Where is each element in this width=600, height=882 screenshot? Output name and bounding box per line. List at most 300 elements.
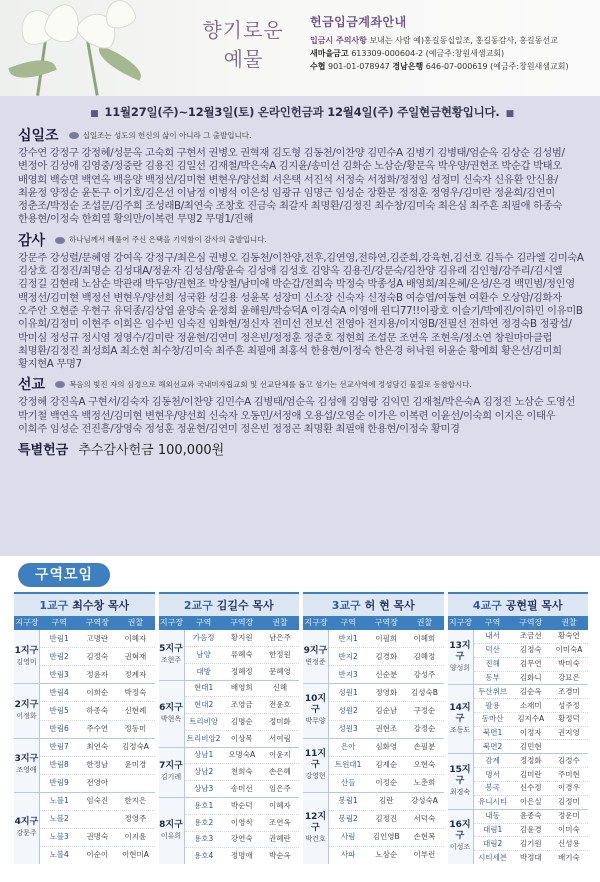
column-header: 구역 <box>51 618 67 627</box>
district-column <box>303 592 444 864</box>
table-row <box>329 630 444 648</box>
table-row <box>329 684 444 702</box>
table-row <box>474 740 589 753</box>
cell-area: 반림8 <box>49 760 69 770</box>
group-name: 11지구 <box>304 748 327 770</box>
cell-leader: 김무연 <box>519 659 542 669</box>
table-row <box>474 837 589 851</box>
group-name: 16지구 <box>449 820 471 842</box>
cell-leader: 조영금 <box>230 700 253 710</box>
cell-deacon: 한지은 <box>124 796 147 806</box>
cell-deacon: 김성숙B <box>410 687 438 697</box>
column-header: 지구장 <box>304 618 328 627</box>
table-row <box>40 811 155 829</box>
group-label <box>303 684 329 737</box>
cell-area: 대방 <box>196 666 211 676</box>
group-label <box>14 739 40 792</box>
group-leader: 양성희 <box>449 663 471 672</box>
bank-info-line2: 새마을금고 613309-000604-2 (예금주:창원새샘교회) <box>310 49 505 58</box>
cell-area: 반림7 <box>49 742 69 752</box>
cell-area: 동부 <box>485 672 500 682</box>
column-header: 권찰 <box>127 618 144 627</box>
cell-leader: 김정숙 <box>519 645 542 655</box>
district-group <box>448 810 589 864</box>
special-offering-title: 특별헌금 <box>18 443 69 459</box>
district-group <box>448 754 589 809</box>
district-group <box>303 684 444 738</box>
cell-leader: 최연숙 <box>86 742 109 752</box>
cell-area: 반림3 <box>49 669 69 679</box>
column-header: 구역 <box>484 618 501 627</box>
cell-leader: 오명숙A <box>228 750 256 760</box>
district-group <box>159 630 300 681</box>
table-row <box>185 832 300 849</box>
cell-area: 대림1 <box>482 824 503 834</box>
column-header: 구역장 <box>230 618 254 627</box>
cell-area: 은아 <box>340 742 356 752</box>
group-label <box>159 681 185 747</box>
group-name: 13지구 <box>449 640 471 662</box>
cell-area: 진해 <box>485 659 500 669</box>
cell-leader: 박순덕 <box>230 800 253 810</box>
cell-leader: 황지원 <box>230 632 253 642</box>
cell-area: 상남3 <box>193 784 214 794</box>
district-group <box>448 685 589 754</box>
cell-deacon: 권혁재 <box>124 651 147 661</box>
cell-deacon: 이혜자 <box>124 633 147 643</box>
cell-deacon: 구정순 <box>413 705 436 715</box>
cell-leader: 전영아 <box>86 778 109 788</box>
bank-info-title: 헌금입금계좌안내 <box>310 15 407 29</box>
cell-deacon: 박정숙 <box>124 687 147 697</box>
district-column-headers <box>303 616 444 630</box>
square-bullet-icon: ■ <box>505 109 514 119</box>
column-header: 구역장 <box>519 618 543 627</box>
cell-leader: 김민현 <box>519 741 542 751</box>
district-name: 2교구 <box>183 599 213 612</box>
district-group <box>159 798 300 864</box>
cell-area: 노블2 <box>49 814 69 824</box>
district-header <box>448 592 589 616</box>
table-row <box>329 739 444 757</box>
cell-deacon: 정계자 <box>124 669 147 679</box>
cell-deacon: 정영주 <box>124 814 147 824</box>
district-group <box>14 630 155 684</box>
cell-deacon: 이지윤 <box>124 832 147 842</box>
cell-leader: 김지수A <box>517 714 545 724</box>
cell-deacon: 배기숙 <box>558 852 580 862</box>
district-group <box>159 748 300 799</box>
group-leader: 최경숙 <box>449 787 471 796</box>
group-name: 15지구 <box>449 764 471 786</box>
column-header: 지구장 <box>159 618 184 627</box>
district-name: 4교구 <box>472 599 502 612</box>
table-row <box>474 672 589 685</box>
tithe-names: 강수연 강정구 강정혜/성문옥 고숙희 구현서 권병오 권혁재 김도형 김동천/이찬양 김민수A 김병기 김병태/엄순옥 김상순 김성범/변정아 김성애 김영중/정중란 김용진 김일선 김재철/박은숙A 김지윤/송미선 김화순 노삼순/황문옥 박우양/권현조 박순갑 박태오 배영희 백승면 백연옥 백응양 백정선/김미현 변현우/양선희 서은택 서진석 서정숙 서정화/정정임 성정미 신숙자 신유환 안신용/최윤정 양정순 윤돈구 이기호/김은선 이남정 이병석 이은성 임광규 임명근 임성순 장환문 정정훈 정영우/김미란 정윤희/김연미 정춘조/박정순 조섭문/김주희 조성래B/최연숙 조창호 진금숙 최갈자 최명환/김정진 최수창/김미숙 최은심 최주흔 최필애 하종숙 한용현/이정숙 한희열 황의만/이복련 무명2 무명1/진해 <box>18 147 565 226</box>
table-row <box>185 630 300 647</box>
cell-leader: 소재미 <box>519 700 542 710</box>
cell-deacon: 강묘은 <box>558 672 580 682</box>
cell-leader: 김순남 <box>375 705 398 715</box>
cell-leader: 김명순 <box>230 716 253 726</box>
cell-deacon: 오현숙 <box>413 760 436 770</box>
group-leader: 강문주 <box>16 829 37 838</box>
square-bullet-icon: ■ <box>90 109 99 119</box>
cell-area: 북면1 <box>482 728 503 738</box>
mission-header <box>18 374 586 394</box>
group-leader: 변정준 <box>305 657 326 666</box>
cell-deacon: 윤미경 <box>124 760 147 770</box>
cell-leader: 김제순 <box>375 760 398 770</box>
cell-area: 산들 <box>340 778 356 788</box>
group-label <box>303 739 329 792</box>
district-group <box>14 739 155 793</box>
cell-leader: 배영희 <box>230 683 253 693</box>
cell-leader: 정혜정 <box>230 666 253 676</box>
cell-leader: 이상목 <box>230 733 253 743</box>
cell-leader: 류혜숙 <box>230 649 253 659</box>
cell-leader: 이정자 <box>519 728 542 738</box>
group-leader: 조현주 <box>160 655 182 664</box>
table-row <box>185 681 300 698</box>
cell-deacon: 주미현 <box>558 769 580 779</box>
cell-deacon: 신성용 <box>558 838 580 848</box>
thanks-title: 감사 <box>18 232 46 249</box>
cell-leader: 천희숙 <box>230 767 253 777</box>
tithe-header <box>18 125 586 145</box>
table-row <box>185 764 300 781</box>
table-row <box>40 630 155 648</box>
table-row <box>40 739 155 757</box>
cell-area: 북면2 <box>482 741 503 751</box>
cell-area: 반지1 <box>338 633 358 643</box>
cell-area: 성원2 <box>338 705 358 715</box>
group-leader: 박건호 <box>305 834 326 843</box>
cell-leader: 김순옥 <box>519 686 542 696</box>
district-meetings-title: 구역모임 <box>18 563 110 587</box>
cell-leader: 김인영B <box>372 832 400 842</box>
group-label <box>159 798 185 864</box>
table-row <box>185 748 300 765</box>
cell-deacon: 박미숙 <box>558 659 580 669</box>
table-row <box>185 714 300 731</box>
cell-deacon: 노춘희 <box>413 778 436 788</box>
cell-deacon: 이부런 <box>413 850 436 860</box>
cell-leader: 박정대 <box>519 852 542 862</box>
group-leader: 박현옥 <box>160 714 182 723</box>
column-header: 지구장 <box>448 618 473 627</box>
cell-leader: 김윤경 <box>519 824 542 834</box>
cell-area: 성원3 <box>338 724 358 734</box>
bank-account-info <box>310 16 595 73</box>
cell-deacon: 정운미 <box>558 811 580 821</box>
table-row <box>329 721 444 738</box>
group-name: 12지구 <box>304 811 327 833</box>
tithe-desc: 십일조는 성도의 헌신의 삶이 아니라 그 출발입니다. <box>82 130 252 140</box>
table-row <box>185 731 300 747</box>
cell-area: 팔용 <box>485 700 500 710</box>
group-leader: 이성조 <box>449 843 471 852</box>
group-label <box>303 630 329 683</box>
cell-leader: 심화영 <box>375 742 398 752</box>
district-group <box>303 739 444 793</box>
group-leader: 강영현 <box>305 771 326 780</box>
cell-leader: 이정순 <box>375 778 398 788</box>
cell-area: 두산위브 <box>478 686 508 696</box>
cell-leader: 조금선 <box>519 631 542 641</box>
cell-area: 반림5 <box>49 705 69 715</box>
cell-area: 트리비앙 <box>189 716 219 726</box>
mission-names: 강정혜 강진옥A 구현서/김숙자 김동천/이찬양 김민수A 김병태/엄순옥 김성애 김영랑 김익민 김재철/박은숙A 김정진 노삼순 도영선 박기철 백연옥 백정선/김미현 변현우/양선희 신숙자 오동민/서정애 오용섭/오영순 이가은 이복련 이윤선/이숙희 이지은 이태우 이희주 임성순 전진흥/장영숙 정성훈 정윤현/김연미 정은빈 정정곤 최명환 최필애 한용현/이정숙 황미경 <box>18 396 576 436</box>
table-row <box>474 851 589 864</box>
cell-deacon: 신혜 <box>272 683 288 693</box>
district-grid <box>14 592 588 864</box>
column-header: 권찰 <box>272 618 288 627</box>
cell-deacon: 강정순 <box>413 724 436 734</box>
cell-area: 용호4 <box>193 851 214 861</box>
fragrant-offering-logo: 향기로운 예물 <box>202 18 284 71</box>
cell-leader: 김화니 <box>519 672 542 682</box>
table-row <box>40 666 155 683</box>
group-label <box>14 793 40 864</box>
table-row <box>329 775 444 792</box>
cell-deacon: 이경우 <box>558 783 580 793</box>
table-row <box>329 757 444 775</box>
thanks-header <box>18 230 586 250</box>
district-column-headers <box>14 616 155 630</box>
table-row <box>40 684 155 702</box>
header <box>0 0 600 96</box>
cell-deacon: 권혜란 <box>269 834 291 844</box>
offering-section <box>0 96 600 556</box>
table-row <box>40 793 155 811</box>
cell-deacon: 손현복 <box>413 832 436 842</box>
table-row <box>329 702 444 720</box>
cell-leader: 정윤자 <box>86 669 109 679</box>
cell-area: 트윈대1 <box>334 760 362 770</box>
group-name: 4지구 <box>14 817 39 828</box>
cell-area: 내서 <box>485 631 500 641</box>
cell-deacon: 조연옥 <box>269 817 291 827</box>
column-header: 권찰 <box>561 618 577 627</box>
cell-leader: 김정진 <box>375 814 398 824</box>
cell-leader: 윤종숙 <box>519 811 542 821</box>
cell-deacon: 김정숙A <box>121 742 149 752</box>
table-row <box>474 796 589 809</box>
group-name: 14지구 <box>449 702 471 724</box>
cell-deacon: 김정수 <box>558 755 580 765</box>
table-row <box>329 829 444 847</box>
cell-leader: 정영화 <box>375 687 398 697</box>
group-label <box>448 754 474 808</box>
table-row <box>185 815 300 832</box>
table-row <box>185 647 300 664</box>
column-header: 지구장 <box>15 618 39 627</box>
table-row <box>474 713 589 727</box>
table-row <box>474 727 589 741</box>
table-row <box>329 648 444 666</box>
cell-deacon: 강성주 <box>413 669 436 679</box>
cell-area: 노블1 <box>49 796 69 806</box>
cell-leader: 김기원 <box>519 838 542 848</box>
district-pastor: 최수창 목사 <box>72 599 130 612</box>
cell-area: 봉곡 <box>485 783 500 793</box>
table-row <box>474 824 589 838</box>
group-label <box>14 630 40 683</box>
cell-leader: 신순분 <box>375 669 398 679</box>
table-row <box>329 811 444 829</box>
cell-leader: 하종숙 <box>86 705 109 715</box>
table-row <box>40 829 155 847</box>
cell-leader: 정정화 <box>519 755 542 765</box>
table-row <box>185 697 300 714</box>
cell-leader: 송미선 <box>230 784 253 794</box>
cell-deacon: 김정미 <box>558 797 580 807</box>
cell-area: 봉림2 <box>338 814 358 824</box>
cell-deacon: 남은주 <box>269 632 291 642</box>
cell-area: 현대1 <box>193 683 214 693</box>
cell-leader: 한정남 <box>86 760 109 770</box>
table-row <box>185 848 300 864</box>
cell-leader: 정명애 <box>230 851 253 861</box>
cell-deacon: 김혜정 <box>413 651 436 661</box>
group-name: 8지구 <box>159 820 183 830</box>
column-header: 구역 <box>195 618 212 627</box>
table-row <box>474 699 589 713</box>
district-column <box>448 592 589 864</box>
cell-area: 반림1 <box>49 633 69 643</box>
cell-deacon: 손필분 <box>413 742 436 752</box>
district-group <box>303 793 444 864</box>
lily-illustration <box>0 0 150 96</box>
cell-area: 동마산 <box>481 714 504 724</box>
cell-leader: 이은실 <box>519 797 542 807</box>
district-header <box>159 592 300 616</box>
table-row <box>474 658 589 672</box>
cell-leader: 노삼순 <box>375 850 398 860</box>
group-leader: 김영미 <box>16 657 37 666</box>
cell-deacon: 이미숙A <box>555 645 583 655</box>
cell-deacon: 임은주 <box>269 784 291 794</box>
cell-deacon: 이윤지 <box>269 750 291 760</box>
table-row <box>40 775 155 792</box>
special-offering-text: 추수감사헌금 100,000원 <box>78 443 225 459</box>
group-label <box>448 810 474 864</box>
column-header: 권찰 <box>416 618 433 627</box>
cell-deacon: 성주정 <box>558 700 580 710</box>
cell-area: 용호1 <box>193 800 214 810</box>
cell-area: 대림2 <box>482 838 503 848</box>
cell-area: 반림2 <box>49 651 69 661</box>
cell-area: 상남1 <box>193 750 214 760</box>
table-row <box>329 793 444 811</box>
cell-area: 현대2 <box>193 700 214 710</box>
leaf-icon <box>55 237 65 244</box>
cell-deacon: 이현미A <box>121 850 149 860</box>
group-name: 10지구 <box>304 694 327 716</box>
group-name: 1지구 <box>14 645 39 656</box>
group-label <box>14 684 40 737</box>
column-header: 구역장 <box>85 618 109 627</box>
table-row <box>474 685 589 699</box>
tithe-title: 십일조 <box>18 128 59 144</box>
cell-area: 가음정 <box>192 632 215 642</box>
table-row <box>329 666 444 683</box>
cell-area: 성원1 <box>338 687 358 697</box>
cell-leader: 임숙진 <box>86 796 109 806</box>
group-leader: 조동도 <box>449 725 471 734</box>
cell-area: 내동 <box>485 811 500 821</box>
district-group <box>303 630 444 684</box>
group-name: 6지구 <box>159 702 183 713</box>
table-row <box>40 702 155 720</box>
cell-leader: 이순이 <box>86 850 109 860</box>
thanks-names: 강문주 강성렬/문혜영 강여옥 강정구/최은심 권병오 김동천/이찬양,전후,김연영,전하연,김준희,강육현,김선호 김득수 김라엘 김미숙A 김상호 김정진/최명순 김성대A/정윤자 김성삼/황윤숙 김성애 김성호 김양옥 김용진/강문숙/김찬양 김유래 김인형/강주리/김시엘 김정길 김현래 노삼순 박관래 박두양/권현조 박상철/남미애 박순갑/전희숙 박정숙 박종성A 배영희/최은혜/은성/은경 백민범/정인영 백정선/김미현 백정선 변현우/양선희 성국환 성길용 성윤목 성장미 신소장 신숙자 신정숙B 여승엽/여동현 여환수 오상암/김화자 오주안 오현준 우현구 유덕종/김상엽 윤양숙 윤정희 윤해원/박승덕A 이경숙A 이영애 윈디77!!이광호 이슬기/박예진/이하민 이유미B 이유희/김정미 이현주 이희은 임수빈 임숙진 임화현/정신자 전미선 전보선 전영아 전지용/이지영B/전필선 전하연 정경숙B 정광섭/박미심 정성규 정시영 정영수/김미란 정윤현/김연미 정은빈/정정훈 정준호 정현희 조섭문 조연옥 조현욱/정소연 창원마마클럽 최명환/김정진 최성희A 최소현 최수창/김미숙 최주흔 최필애 최홍석 한용현/이정숙 한은경 허낙원 허윤순 황예희 황은선/김미희 황지현A 무명7 <box>18 251 584 371</box>
group-label <box>448 630 474 684</box>
cell-deacon: 황정덕 <box>558 714 580 724</box>
cell-area: 트리비앙2 <box>186 733 221 743</box>
cell-area: 반지2 <box>338 651 358 661</box>
cell-leader: 신수정 <box>519 783 542 793</box>
group-leader: 박무양 <box>305 717 326 726</box>
cell-deacon: 정동미 <box>124 724 147 734</box>
district-column <box>159 592 300 864</box>
mission-title: 선교 <box>18 377 46 394</box>
district-pastor: 김길수 목사 <box>216 599 274 612</box>
district-column-headers <box>448 616 589 630</box>
cell-area: 반림9 <box>49 778 69 788</box>
column-header: 구역 <box>340 618 356 627</box>
group-name: 7지구 <box>159 761 183 772</box>
cell-leader: 김경화 <box>375 651 398 661</box>
district-column-headers <box>159 616 300 630</box>
cell-area: 덕산 <box>485 645 500 655</box>
table-row <box>40 757 155 775</box>
cell-leader: 김미란 <box>519 769 542 779</box>
district-group <box>159 681 300 748</box>
district-name: 3교구 <box>331 599 361 612</box>
district-group <box>14 684 155 738</box>
group-label <box>303 793 329 864</box>
cell-area: 노블3 <box>49 832 69 842</box>
cell-deacon: 박순옥 <box>269 851 291 861</box>
cell-area: 노블4 <box>49 850 69 860</box>
table-row <box>40 648 155 666</box>
table-row <box>329 847 444 864</box>
district-pastor: 공현필 목사 <box>505 599 563 612</box>
cell-deacon: 서여림 <box>269 733 291 743</box>
offering-notice: ■ 11월27일(주)~12월3일(토) 온라인헌금과 12월4일(주) 주일현금현황입니다. ■ <box>90 105 514 119</box>
table-row <box>185 781 300 797</box>
mission-desc: 복음의 빛진 자의 심정으로 해외선교와 국내미자립교회 및 선교단체를 돕고 섬기는 선교사역에 정성담긴 물질로 동참합시다. <box>69 379 472 389</box>
table-row <box>474 644 589 658</box>
special-offering <box>18 439 586 458</box>
cell-area: 반지3 <box>338 669 358 679</box>
thanks-desc: 하나님께서 베풀어 주신 은택을 기억함이 감사의 출발입니다. <box>69 235 267 245</box>
table-row <box>40 721 155 738</box>
cell-deacon: 강성숙A <box>410 796 438 806</box>
table-row <box>474 754 589 768</box>
group-leader: 조영애 <box>16 766 37 775</box>
district-header <box>303 592 444 616</box>
cell-area: 반림6 <box>49 724 69 734</box>
leaf-icon <box>69 132 79 139</box>
group-label <box>159 630 185 680</box>
cell-leader: 고명란 <box>86 633 109 643</box>
district-header <box>14 592 155 616</box>
district-group <box>14 793 155 864</box>
cell-area: 사파 <box>340 850 356 860</box>
